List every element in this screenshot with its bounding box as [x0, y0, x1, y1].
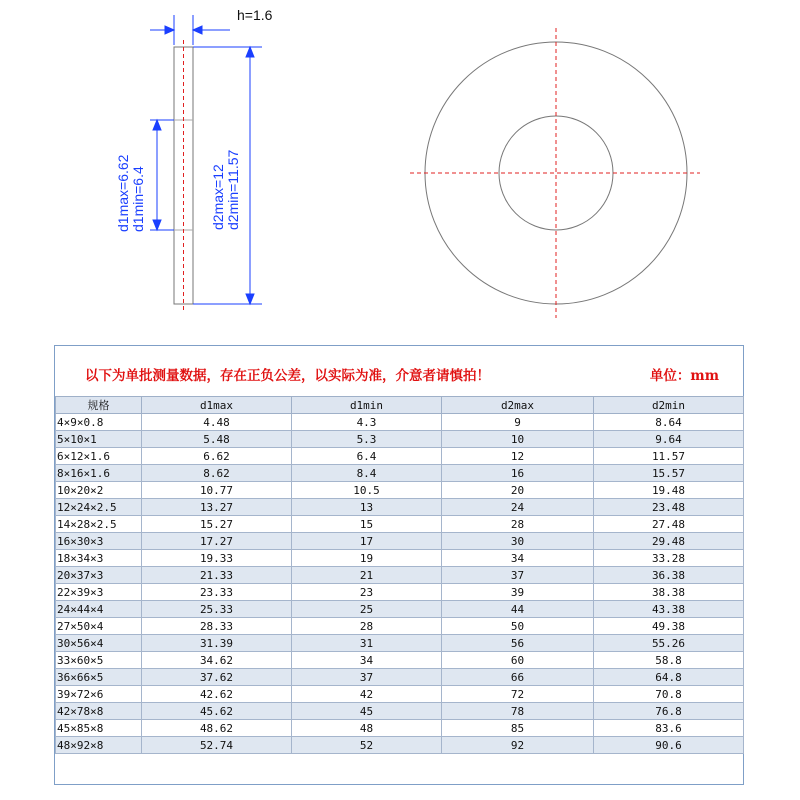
- d2max-label: d2max=12: [210, 164, 226, 230]
- cell-d2min: 38.38: [594, 584, 744, 601]
- cell-d1min: 25: [292, 601, 442, 618]
- cell-d2max: 37: [442, 567, 594, 584]
- cell-d2min: 49.38: [594, 618, 744, 635]
- cell-d2min: 33.28: [594, 550, 744, 567]
- cell-d1max: 5.48: [142, 431, 292, 448]
- table-body: [56, 414, 744, 754]
- cell-spec: 10×20×2: [56, 482, 142, 499]
- header-d1min: d1min: [292, 397, 442, 414]
- cell-d1max: 10.77: [142, 482, 292, 499]
- washer-front-view: [410, 28, 700, 318]
- cell-d1max: 34.62: [142, 652, 292, 669]
- table-row: [56, 414, 744, 431]
- table-row: [56, 431, 744, 448]
- table-row: [56, 703, 744, 720]
- cell-d1max: 4.48: [142, 414, 292, 431]
- cell-d1max: 37.62: [142, 669, 292, 686]
- cell-spec: 4×9×0.8: [56, 414, 142, 431]
- cell-d2min: 8.64: [594, 414, 744, 431]
- spec-table: [55, 396, 744, 754]
- header-d2max: d2max: [442, 397, 594, 414]
- d1min-label: d1min=6.4: [130, 166, 146, 232]
- cell-d1min: 17: [292, 533, 442, 550]
- cell-d1min: 37: [292, 669, 442, 686]
- cell-d2min: 64.8: [594, 669, 744, 686]
- cell-d1min: 10.5: [292, 482, 442, 499]
- table-row: [56, 516, 744, 533]
- cell-d1max: 21.33: [142, 567, 292, 584]
- cell-d1max: 52.74: [142, 737, 292, 754]
- d1-dimension: [150, 120, 174, 230]
- cell-d2max: 12: [442, 448, 594, 465]
- cell-d2max: 66: [442, 669, 594, 686]
- tolerance-notice: 以下为单批测量数据，存在正负公差，以实际为准，介意者请慎拍！: [85, 368, 490, 384]
- cell-d1min: 23: [292, 584, 442, 601]
- cell-d1max: 15.27: [142, 516, 292, 533]
- cell-d2max: 78: [442, 703, 594, 720]
- cell-d2max: 85: [442, 720, 594, 737]
- cell-d1max: 13.27: [142, 499, 292, 516]
- header-spec: 规格: [56, 397, 142, 414]
- cell-spec: 36×66×5: [56, 669, 142, 686]
- cell-spec: 12×24×2.5: [56, 499, 142, 516]
- cell-spec: 22×39×3: [56, 584, 142, 601]
- table-row: [56, 482, 744, 499]
- cell-d2max: 24: [442, 499, 594, 516]
- cell-d2max: 10: [442, 431, 594, 448]
- cell-d1min: 4.3: [292, 414, 442, 431]
- cell-d2min: 90.6: [594, 737, 744, 754]
- cell-spec: 18×34×3: [56, 550, 142, 567]
- table-row: [56, 499, 744, 516]
- table-row: [56, 448, 744, 465]
- cell-spec: 30×56×4: [56, 635, 142, 652]
- cell-d1max: 17.27: [142, 533, 292, 550]
- header-d2min: d2min: [594, 397, 744, 414]
- washer-side-view: [174, 40, 193, 312]
- table-row: [56, 567, 744, 584]
- cell-d2min: 70.8: [594, 686, 744, 703]
- table-row: [56, 686, 744, 703]
- cell-d1max: 48.62: [142, 720, 292, 737]
- cell-d2min: 15.57: [594, 465, 744, 482]
- cell-d1min: 28: [292, 618, 442, 635]
- header-d1max: d1max: [142, 397, 292, 414]
- thickness-label: h=1.6: [237, 7, 273, 23]
- cell-d1max: 28.33: [142, 618, 292, 635]
- cell-d2min: 9.64: [594, 431, 744, 448]
- cell-d2min: 43.38: [594, 601, 744, 618]
- cell-spec: 24×44×4: [56, 601, 142, 618]
- spec-table-panel: [54, 345, 744, 785]
- cell-d2min: 11.57: [594, 448, 744, 465]
- cell-d2max: 16: [442, 465, 594, 482]
- cell-d2min: 27.48: [594, 516, 744, 533]
- cell-d2min: 83.6: [594, 720, 744, 737]
- table-row: [56, 584, 744, 601]
- cell-d2max: 72: [442, 686, 594, 703]
- cell-d2max: 9: [442, 414, 594, 431]
- table-row: [56, 533, 744, 550]
- table-row: [56, 465, 744, 482]
- unit-label: 单位：mm: [649, 368, 719, 384]
- cell-d1min: 19: [292, 550, 442, 567]
- cell-d1min: 42: [292, 686, 442, 703]
- cell-d1min: 15: [292, 516, 442, 533]
- d1max-label: d1max=6.62: [115, 154, 131, 232]
- cell-spec: 16×30×3: [56, 533, 142, 550]
- cell-d1min: 31: [292, 635, 442, 652]
- cell-d1min: 8.4: [292, 465, 442, 482]
- cell-spec: 5×10×1: [56, 431, 142, 448]
- cell-d2max: 28: [442, 516, 594, 533]
- table-row: [56, 669, 744, 686]
- cell-spec: 27×50×4: [56, 618, 142, 635]
- cell-spec: 20×37×3: [56, 567, 142, 584]
- cell-d2max: 30: [442, 533, 594, 550]
- cell-spec: 45×85×8: [56, 720, 142, 737]
- thickness-dimension: [150, 15, 230, 45]
- cell-d2max: 60: [442, 652, 594, 669]
- cell-d1min: 52: [292, 737, 442, 754]
- cell-spec: 14×28×2.5: [56, 516, 142, 533]
- cell-d1min: 21: [292, 567, 442, 584]
- notice-bar: [55, 346, 745, 396]
- table-header-row: [56, 397, 744, 414]
- cell-d2min: 23.48: [594, 499, 744, 516]
- cell-d1max: 6.62: [142, 448, 292, 465]
- cell-d2min: 55.26: [594, 635, 744, 652]
- cell-d1min: 6.4: [292, 448, 442, 465]
- cell-d2max: 20: [442, 482, 594, 499]
- cell-d2max: 50: [442, 618, 594, 635]
- cell-d1max: 45.62: [142, 703, 292, 720]
- cell-spec: 6×12×1.6: [56, 448, 142, 465]
- table-row: [56, 720, 744, 737]
- cell-d2max: 44: [442, 601, 594, 618]
- cell-d1max: 25.33: [142, 601, 292, 618]
- cell-d2max: 56: [442, 635, 594, 652]
- table-row: [56, 635, 744, 652]
- table-row: [56, 601, 744, 618]
- cell-d1min: 34: [292, 652, 442, 669]
- cell-d1min: 13: [292, 499, 442, 516]
- cell-spec: 39×72×6: [56, 686, 142, 703]
- cell-d2max: 39: [442, 584, 594, 601]
- cell-spec: 42×78×8: [56, 703, 142, 720]
- cell-d1max: 31.39: [142, 635, 292, 652]
- cell-d1min: 48: [292, 720, 442, 737]
- cell-d2min: 76.8: [594, 703, 744, 720]
- d2min-label: d2min=11.57: [225, 149, 241, 230]
- cell-d2min: 36.38: [594, 567, 744, 584]
- table-row: [56, 737, 744, 754]
- cell-d2min: 19.48: [594, 482, 744, 499]
- cell-d1min: 45: [292, 703, 442, 720]
- table-row: [56, 550, 744, 567]
- table-row: [56, 652, 744, 669]
- cell-spec: 8×16×1.6: [56, 465, 142, 482]
- cell-d2min: 29.48: [594, 533, 744, 550]
- cell-spec: 48×92×8: [56, 737, 142, 754]
- cell-d2max: 92: [442, 737, 594, 754]
- washer-technical-drawing: [0, 0, 800, 340]
- cell-d1max: 42.62: [142, 686, 292, 703]
- cell-d2min: 58.8: [594, 652, 744, 669]
- cell-d1max: 23.33: [142, 584, 292, 601]
- cell-d1max: 19.33: [142, 550, 292, 567]
- cell-d1max: 8.62: [142, 465, 292, 482]
- cell-d2max: 34: [442, 550, 594, 567]
- cell-spec: 33×60×5: [56, 652, 142, 669]
- cell-d1min: 5.3: [292, 431, 442, 448]
- table-row: [56, 618, 744, 635]
